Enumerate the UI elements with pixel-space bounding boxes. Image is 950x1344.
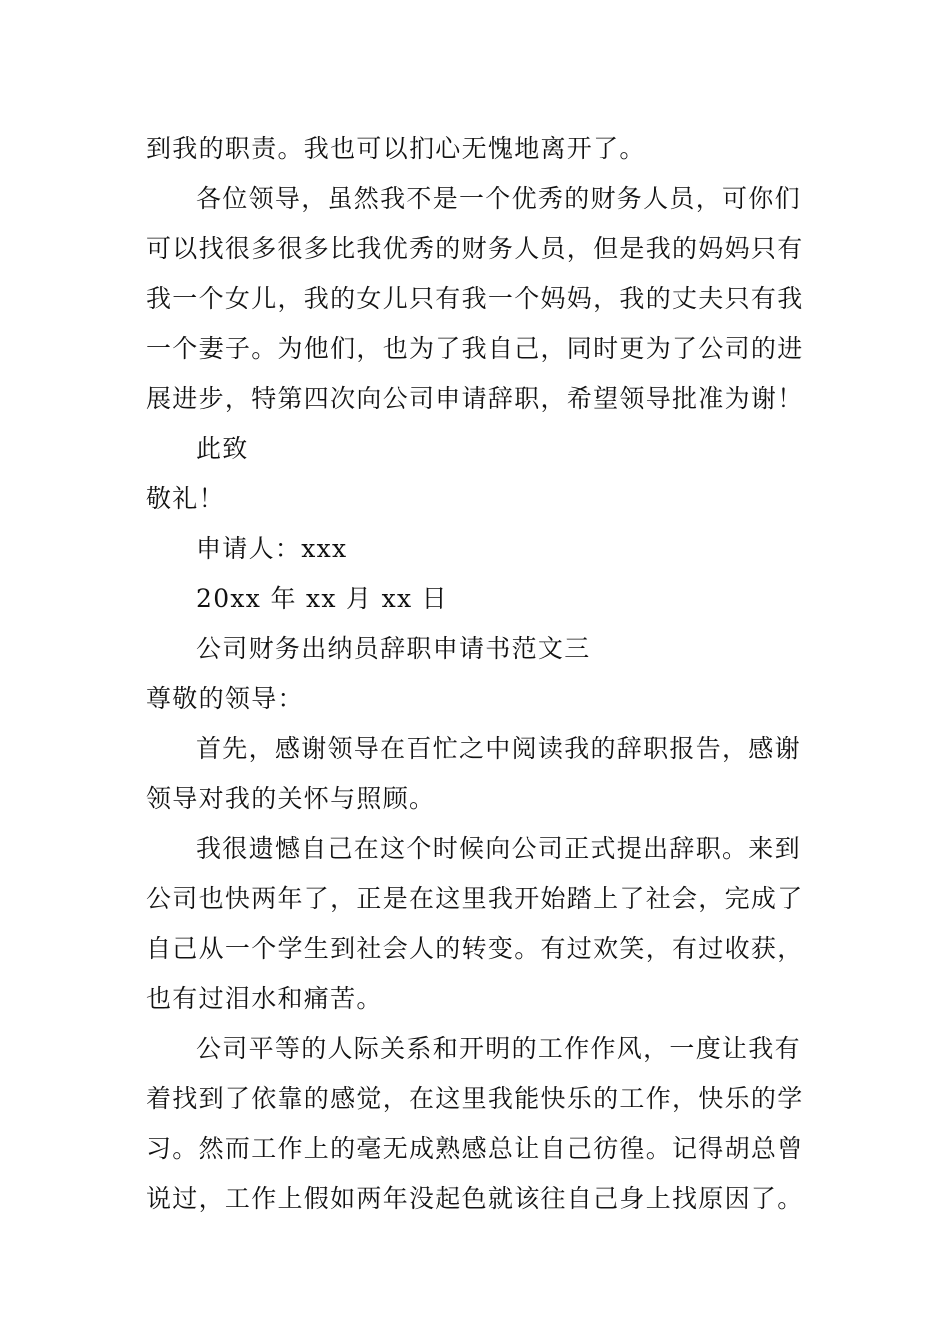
paragraph-line: 首先，感谢领导在百忙之中阅读我的辞职报告，感谢 xyxy=(196,734,801,763)
paragraph-line: 我很遗憾自己在这个时候向公司正式提出辞职。来到 xyxy=(196,834,801,863)
paragraph-line: 着找到了依靠的感觉，在这里我能快乐的工作，快乐的学 xyxy=(146,1084,804,1113)
paragraph-line: 各位领导，虽然我不是一个优秀的财务人员，可你们 xyxy=(196,184,801,213)
paragraph-line: 公司也快两年了，正是在这里我开始踏上了社会，完成了 xyxy=(146,884,804,913)
applicant-signature: 申请人：xxx xyxy=(196,534,348,563)
paragraph-line: 也有过泪水和痛苦。 xyxy=(146,984,383,1013)
paragraph-line: 到我的职责。我也可以扪心无愧地离开了。 xyxy=(146,134,646,163)
paragraph-line: 公司平等的人际关系和开明的工作作风，一度让我有 xyxy=(196,1034,801,1063)
paragraph-line: 我一个女儿，我的女儿只有我一个妈妈，我的丈夫只有我 xyxy=(146,284,804,313)
paragraph-line: 展进步，特第四次向公司申请辞职，希望领导批准为谢！ xyxy=(146,384,804,413)
paragraph-line: 领导对我的关怀与照顾。 xyxy=(146,784,436,813)
closing-salutation: 此致 xyxy=(196,434,249,463)
closing-regards: 敬礼！ xyxy=(146,484,225,513)
letter-date: 20xx 年 xx 月 xx 日 xyxy=(196,584,448,613)
paragraph-line: 说过，工作上假如两年没起色就该往自己身上找原因了。 xyxy=(146,1184,804,1213)
paragraph-line: 习。然而工作上的毫无成熟感总让自己彷徨。记得胡总曾 xyxy=(146,1134,804,1163)
letter-greeting: 尊敬的领导： xyxy=(146,684,304,713)
section-title: 公司财务出纳员辞职申请书范文三 xyxy=(196,634,591,663)
paragraph-line: 可以找很多很多比我优秀的财务人员，但是我的妈妈只有 xyxy=(146,234,804,263)
paragraph-line: 一个妻子。为他们，也为了我自己，同时更为了公司的进 xyxy=(146,334,804,363)
paragraph-line: 自己从一个学生到社会人的转变。有过欢笑，有过收获， xyxy=(146,934,804,963)
